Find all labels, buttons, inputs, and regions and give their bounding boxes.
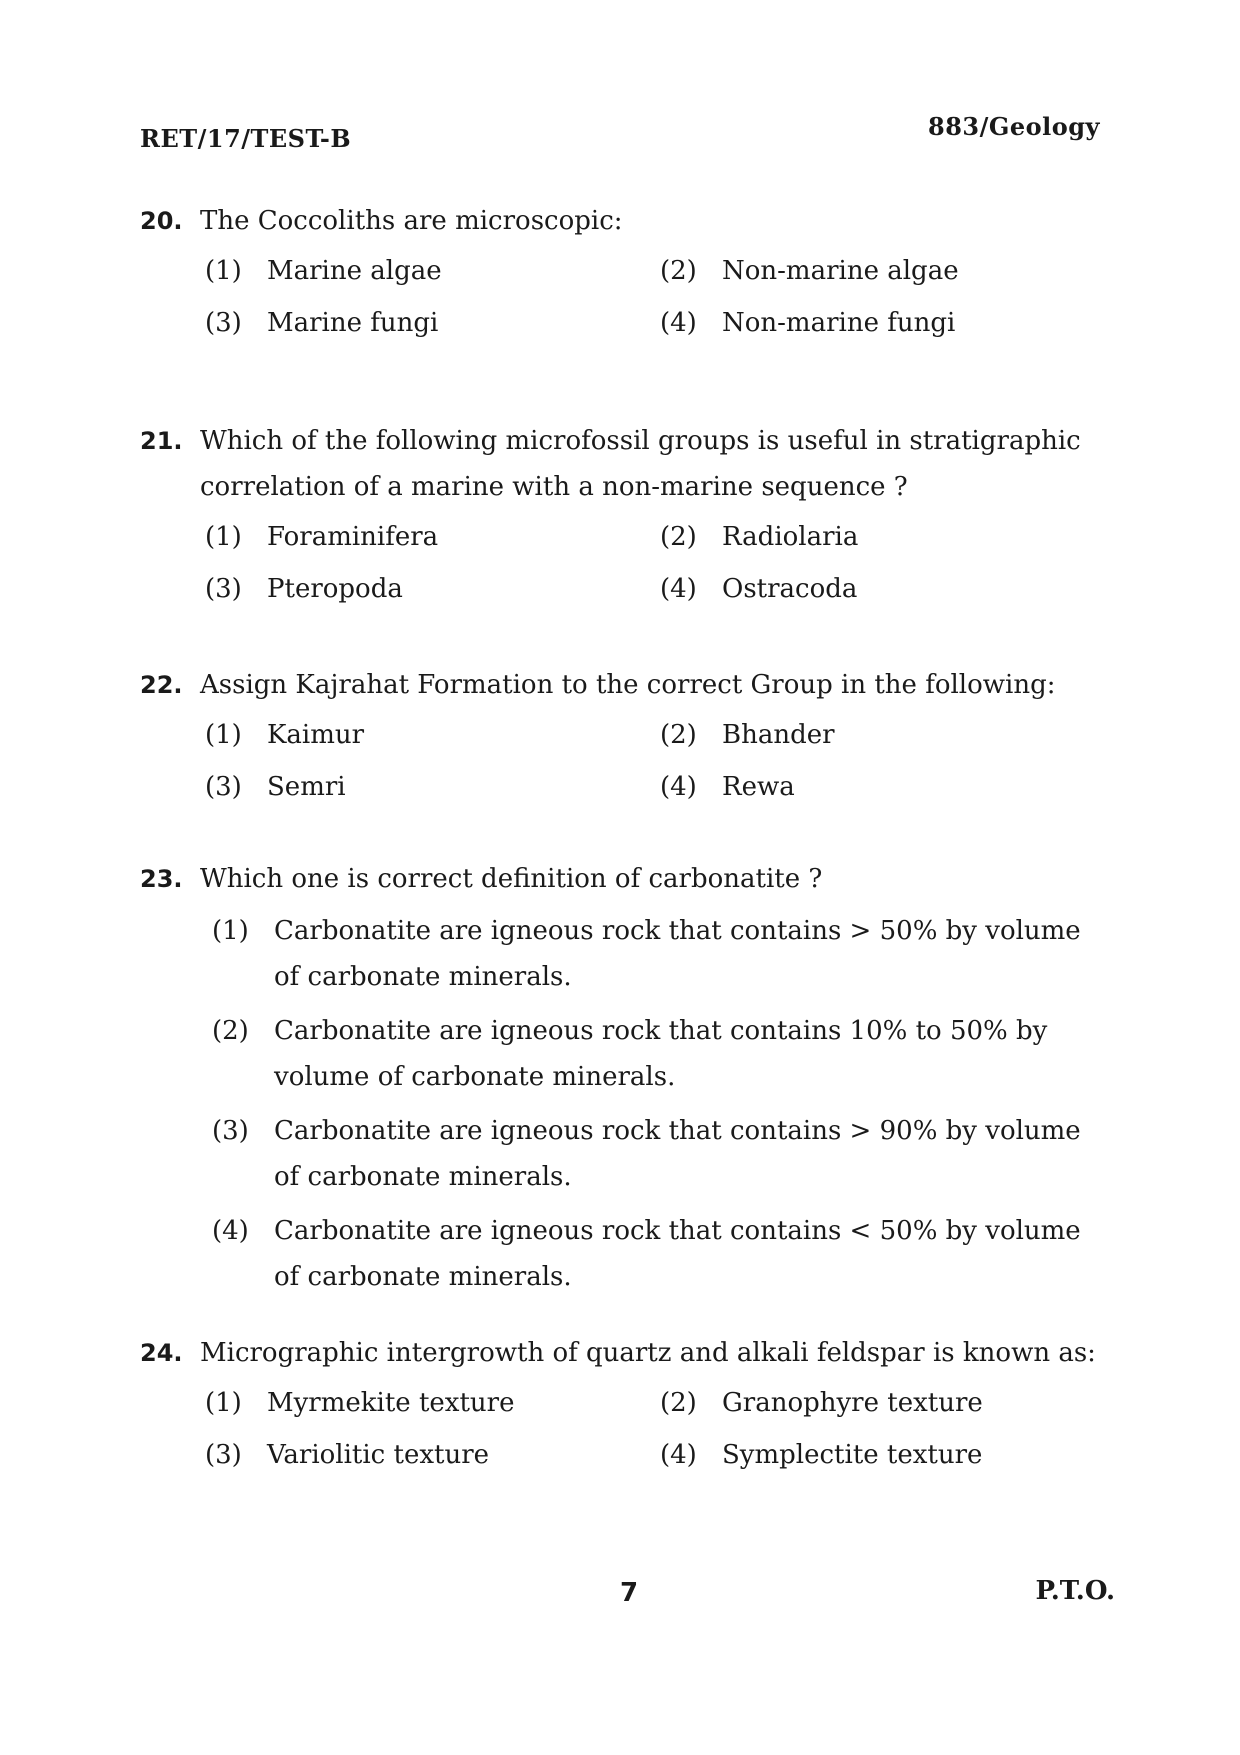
option-text: Carbonatite are igneous rock that contains 10% to 50% by volume of carbonate minerals.	[274, 1016, 1048, 1092]
option-text: Myrmekite texture	[267, 1388, 515, 1418]
test-code: RET/17/TEST-B	[140, 124, 352, 153]
option-text: Radiolaria	[722, 522, 859, 552]
option-text: Foraminifera	[267, 522, 439, 552]
option-text: Ostracoda	[722, 574, 858, 604]
option-1	[205, 248, 660, 294]
option-1	[205, 712, 660, 758]
question-text: Which of the following microfossil groups is useful in stratigraphic correlation of a marine with a non-marine sequence ?	[200, 426, 1081, 502]
option-text: Granophyre texture	[722, 1388, 983, 1418]
option-text: Marine algae	[267, 256, 442, 286]
option-number: (3)	[205, 574, 242, 604]
options	[205, 248, 1110, 346]
option-3	[212, 1108, 1110, 1200]
option-number: (1)	[205, 720, 242, 750]
option-2	[660, 514, 1115, 560]
option-text: Non-marine algae	[722, 256, 959, 286]
question-number: 20.	[140, 207, 183, 235]
question-20	[140, 198, 1110, 346]
option-text: Pteropoda	[267, 574, 403, 604]
option-text: Non-marine fungi	[722, 308, 956, 338]
page-number: 7	[620, 1578, 639, 1608]
question-number: 22.	[140, 671, 183, 699]
option-2	[660, 248, 1115, 294]
option-number: (1)	[212, 916, 249, 946]
option-text: Carbonatite are igneous rock that contains > 50% by volume of carbonate minerals.	[274, 916, 1081, 992]
subject-code: 883/Geology	[928, 112, 1100, 141]
option-number: (1)	[205, 256, 242, 286]
option-number: (2)	[660, 1388, 697, 1418]
option-1	[212, 908, 1110, 1000]
option-text: Semri	[267, 772, 346, 802]
option-4	[660, 566, 1115, 612]
options	[205, 712, 1110, 810]
option-2	[660, 712, 1115, 758]
option-text: Variolitic texture	[267, 1440, 490, 1470]
question-23	[140, 856, 1110, 1308]
option-3	[205, 566, 660, 612]
option-number: (3)	[212, 1116, 249, 1146]
option-3	[205, 1432, 660, 1478]
option-text: Symplectite texture	[722, 1440, 983, 1470]
question-number: 23.	[140, 865, 183, 893]
option-text: Carbonatite are igneous rock that contains < 50% by volume of carbonate minerals.	[274, 1216, 1081, 1292]
option-text: Marine fungi	[267, 308, 439, 338]
option-3	[205, 764, 660, 810]
question-text: The Coccoliths are microscopic:	[200, 206, 623, 236]
option-2	[212, 1008, 1110, 1100]
option-4	[660, 764, 1115, 810]
option-number: (4)	[660, 308, 697, 338]
option-number: (4)	[660, 574, 697, 604]
option-1	[205, 1380, 660, 1426]
option-number: (2)	[660, 522, 697, 552]
option-text: Carbonatite are igneous rock that contains > 90% by volume of carbonate minerals.	[274, 1116, 1081, 1192]
question-text: Micrographic intergrowth of quartz and alkali feldspar is known as:	[200, 1338, 1096, 1368]
question-24	[140, 1330, 1110, 1478]
question-text: Which one is correct definition of carbonatite ?	[200, 864, 823, 894]
please-turn-over: P.T.O.	[1035, 1576, 1115, 1606]
question-21	[140, 418, 1110, 612]
option-number: (2)	[660, 720, 697, 750]
option-number: (4)	[660, 772, 697, 802]
option-number: (3)	[205, 308, 242, 338]
option-text: Bhander	[722, 720, 835, 750]
question-text: Assign Kajrahat Formation to the correct Group in the following:	[200, 670, 1056, 700]
options	[205, 1380, 1110, 1478]
option-number: (3)	[205, 772, 242, 802]
option-number: (4)	[212, 1216, 249, 1246]
option-text: Rewa	[722, 772, 795, 802]
question-number: 21.	[140, 427, 183, 455]
options	[205, 514, 1110, 612]
option-number: (1)	[205, 1388, 242, 1418]
option-number: (1)	[205, 522, 242, 552]
option-4	[212, 1208, 1110, 1300]
option-1	[205, 514, 660, 560]
option-2	[660, 1380, 1115, 1426]
option-number: (2)	[212, 1016, 249, 1046]
option-number: (2)	[660, 256, 697, 286]
question-22	[140, 662, 1110, 810]
option-text: Kaimur	[267, 720, 365, 750]
option-3	[205, 300, 660, 346]
option-4	[660, 300, 1115, 346]
option-number: (4)	[660, 1440, 697, 1470]
question-number: 24.	[140, 1339, 183, 1367]
option-4	[660, 1432, 1115, 1478]
option-number: (3)	[205, 1440, 242, 1470]
options	[212, 908, 1110, 1300]
